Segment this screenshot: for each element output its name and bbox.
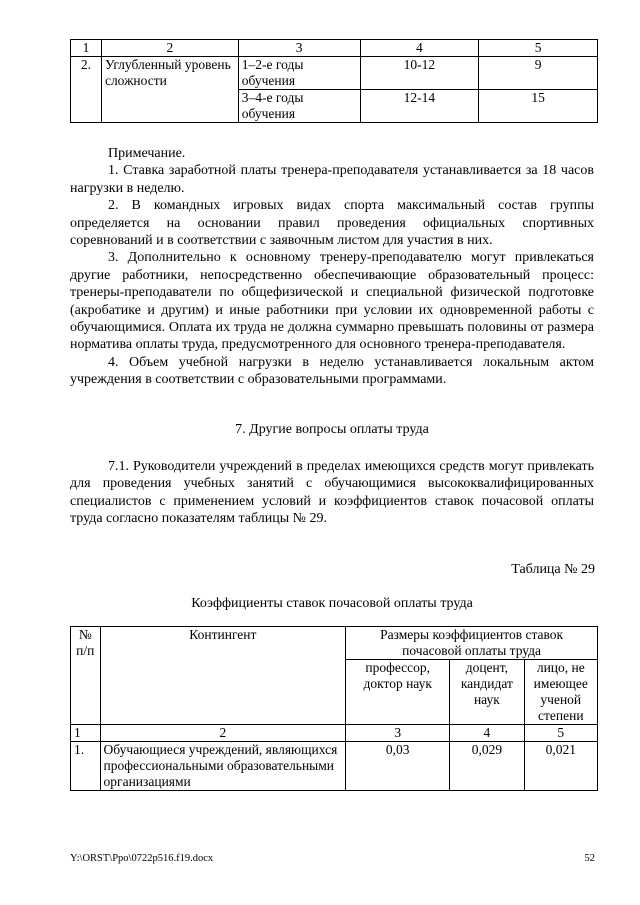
note-paragraph-2: 2. В командных игровых видах спорта максимальный состав группы определяется на основании правил проведения официальных спортивных соревнований и в соответствии с заявочным листом для участия в них. bbox=[70, 198, 594, 249]
table-training-groups bbox=[70, 39, 598, 123]
header-cell: 2 bbox=[101, 40, 238, 57]
value-cell: 12-14 bbox=[360, 90, 479, 123]
table-label: Таблица № 29 bbox=[511, 562, 595, 577]
header-cell: 4 bbox=[360, 40, 479, 57]
note-paragraph-1: 1. Ставка заработной платы тренера-преподавателя устанавливается за 18 часов нагрузки в неделю. bbox=[70, 163, 594, 196]
value-docent: 0,029 bbox=[450, 742, 524, 791]
header-no-degree: лицо, не имеющее ученой степени bbox=[524, 660, 597, 725]
header-coefficient-sizes: Размеры коэффициентов ставок почасовой оплаты труда bbox=[346, 627, 598, 660]
paragraph-7-1: 7.1. Руководители учреждений в пределах имеющихся средств могут привлекать для проведения учебных занятий с обучающимися высококвалифицированных специалистов с применением условий и коэффициентов ставок почасовой оплаты труда согласно показателям таблицы № 29. bbox=[70, 459, 594, 527]
level-cell: Углубленный уровень сложности bbox=[101, 57, 238, 123]
value-cell: 10-12 bbox=[360, 57, 479, 90]
note-paragraph-3: 3. Дополнительно к основному тренеру-преподавателю могут привлекаться другие работники, непосредственно обеспечивающие образовательный процесс: тренеры-преподаватели по общефизической и специальной физической подготовке (акробатике и другим) и иные работники при условии их одновременной работы с обучающимися. Оплата их труда не должна суммарно превышать половины от размера норматива оплаты труда, предусмотренного для основного тренера-преподавателя. bbox=[70, 250, 594, 353]
column-number: 5 bbox=[524, 725, 597, 742]
table-hourly-coefficients bbox=[70, 626, 598, 791]
header-professor: профессор, доктор наук bbox=[346, 660, 450, 725]
table-title: Коэффициенты ставок почасовой оплаты труда bbox=[191, 596, 473, 611]
table-header-row bbox=[71, 40, 598, 57]
note-title: Примечание. bbox=[108, 146, 186, 161]
column-numbers-row bbox=[71, 725, 598, 742]
header-contingent: Контингент bbox=[100, 627, 346, 725]
section-paragraph-block bbox=[70, 458, 594, 528]
footer-file-path: Y:\ORST\Ppo\0722p516.f19.docx bbox=[70, 853, 214, 864]
value-professor: 0,03 bbox=[346, 742, 450, 791]
value-no-degree: 0,021 bbox=[524, 742, 597, 791]
column-number: 1 bbox=[71, 725, 101, 742]
table-header-row bbox=[71, 627, 598, 660]
header-docent: доцент, кандидат наук bbox=[450, 660, 524, 725]
section-heading: 7. Другие вопросы оплаты труда bbox=[235, 422, 429, 437]
note-block bbox=[70, 145, 594, 389]
footer-page-number: 52 bbox=[584, 853, 595, 864]
header-number: № п/п bbox=[71, 627, 101, 725]
note-paragraph-4: 4. Объем учебной нагрузки в неделю устанавливается локальным актом учреждения в соответствии с образовательными программами. bbox=[70, 354, 594, 388]
table-row bbox=[71, 742, 598, 791]
column-number: 2 bbox=[100, 725, 346, 742]
header-cell: 5 bbox=[479, 40, 598, 57]
row-number: 1. bbox=[71, 742, 101, 791]
value-cell: 15 bbox=[479, 90, 598, 123]
column-number: 3 bbox=[346, 725, 450, 742]
table-row bbox=[71, 57, 598, 90]
period-cell: 3–4-е годы обучения bbox=[238, 90, 360, 123]
value-cell: 9 bbox=[479, 57, 598, 90]
contingent-cell: Обучающиеся учреждений, являющихся профессиональными образовательными организациями bbox=[100, 742, 346, 791]
period-cell: 1–2-е годы обучения bbox=[238, 57, 360, 90]
row-number: 2. bbox=[71, 57, 102, 123]
column-number: 4 bbox=[450, 725, 524, 742]
header-cell: 1 bbox=[71, 40, 102, 57]
header-cell: 3 bbox=[238, 40, 360, 57]
